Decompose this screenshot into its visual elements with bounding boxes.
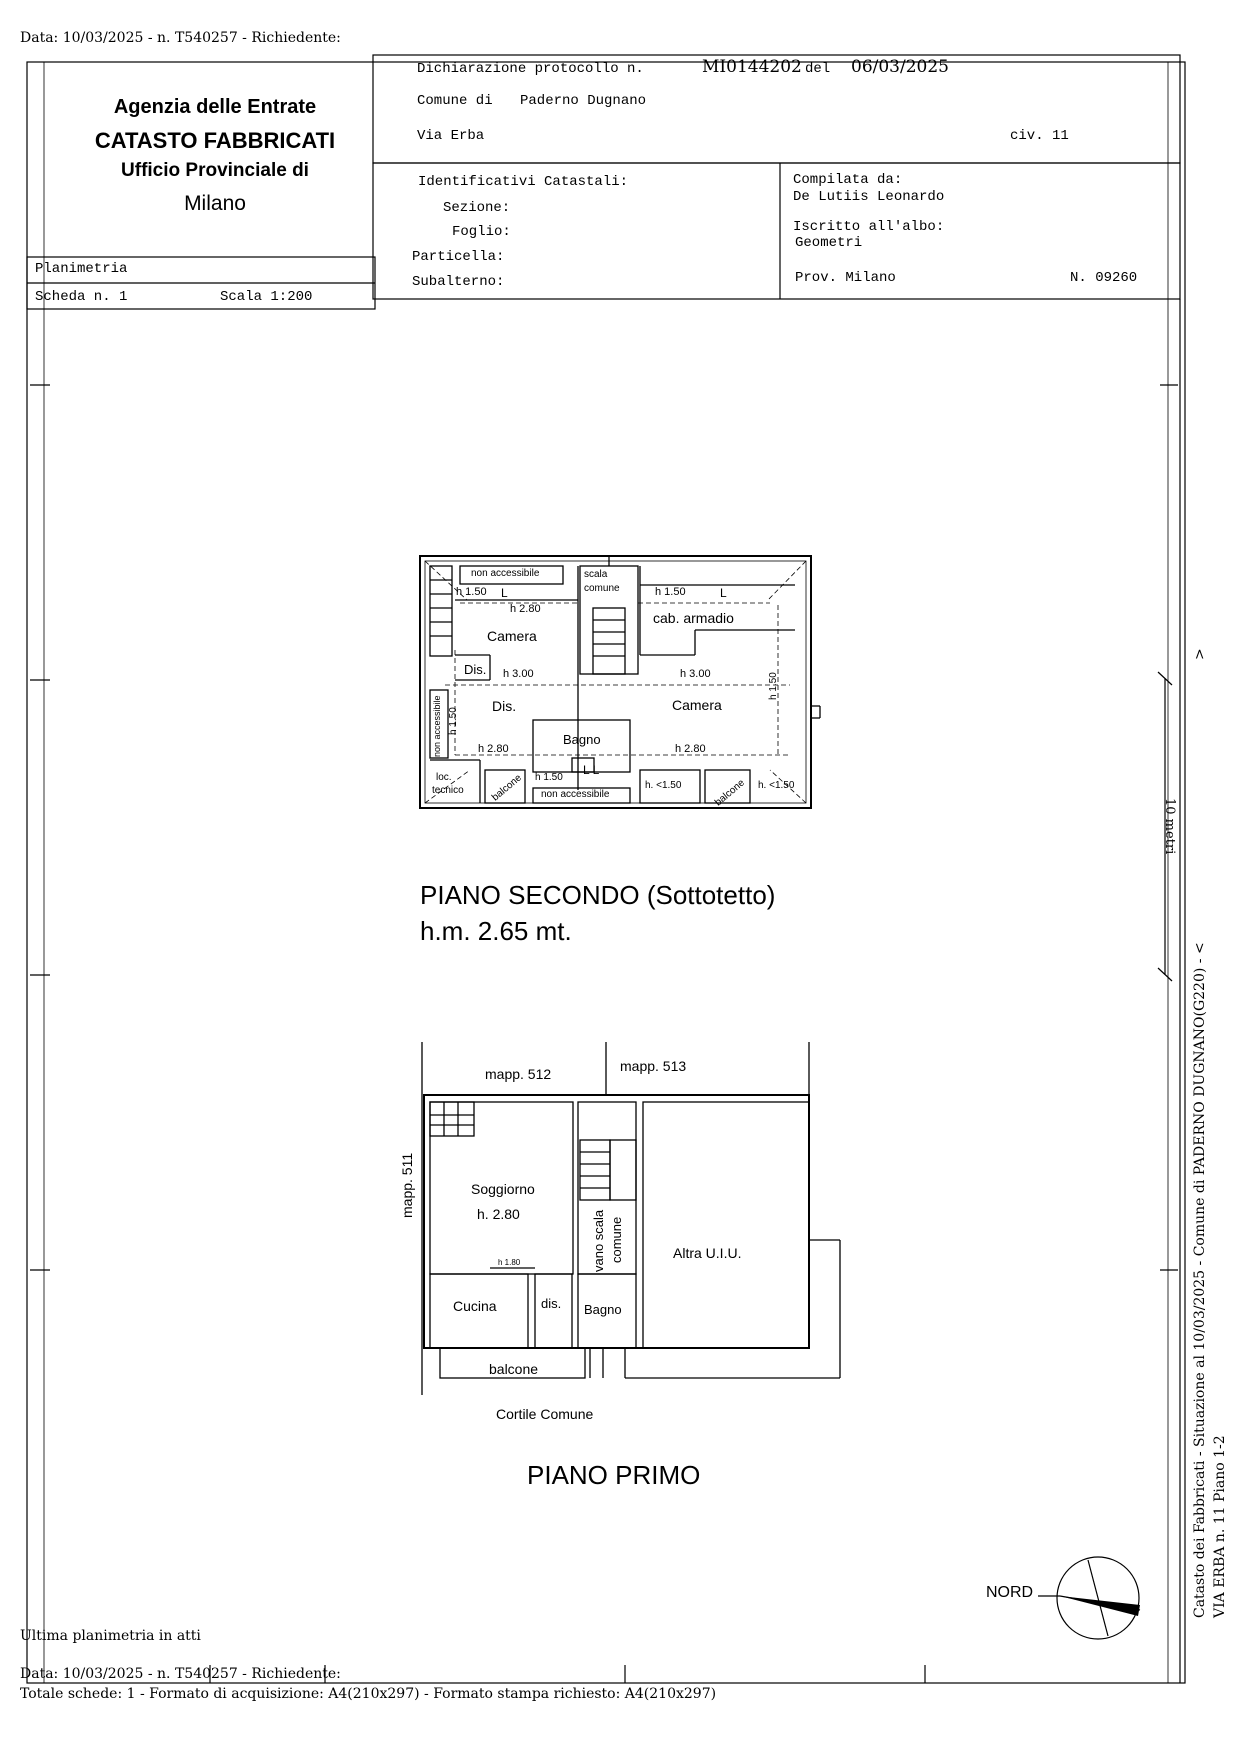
- side-caption-address: VIA ERBA n. 11 Piano 1-2: [1212, 1435, 1228, 1618]
- compilata-name: De Lutiis Leonardo: [793, 189, 945, 205]
- del-label: del: [805, 61, 831, 77]
- scala-label: Scala 1:200: [220, 289, 313, 305]
- label-h280-c: h 2.80: [675, 743, 706, 755]
- label-L-a: L: [501, 586, 508, 600]
- label-h150-e: h. <1.50: [758, 780, 795, 791]
- label-cab-armadio: cab. armadio: [653, 610, 734, 626]
- north-arrow: [1038, 1557, 1140, 1639]
- top-request-line: Data: 10/03/2025 - n. T540257 - Richiedente:: [20, 30, 341, 46]
- planimetria-label: Planimetria: [35, 261, 128, 277]
- label-mapp512: mapp. 512: [485, 1066, 552, 1082]
- scale-bar-label: 10 metri: [1162, 798, 1177, 855]
- label-h300-a: h 3.00: [503, 668, 534, 680]
- albo-number: N. 09260: [1070, 270, 1138, 286]
- piano-primo-title: PIANO PRIMO: [527, 1460, 701, 1490]
- label-balcone-1: balcone: [490, 772, 524, 804]
- label-cortile: Cortile Comune: [496, 1406, 594, 1422]
- label-h280: h. 2.80: [477, 1206, 520, 1222]
- outer-frame: [27, 62, 1185, 1683]
- label-LL: L L: [583, 763, 600, 777]
- label-altra-uiu: Altra U.I.U.: [673, 1245, 742, 1261]
- iscritto-label: Iscritto all'albo:: [793, 219, 945, 235]
- ufficio-label: Ufficio Provinciale di: [121, 160, 309, 181]
- protocollo-label: Dichiarazione protocollo n.: [417, 61, 644, 77]
- label-balcone-2: balcone: [713, 777, 747, 809]
- label-non-accessibile-bottom: non accessibile: [541, 789, 610, 800]
- piano-secondo-height: h.m. 2.65 mt.: [420, 916, 572, 946]
- comune-name: Paderno Dugnano: [520, 93, 647, 109]
- label-vano-scala: vano scala: [591, 1209, 606, 1272]
- footer-data: Data: 10/03/2025 - n. T540257 - Richiedente:: [20, 1666, 341, 1682]
- label-h150-b: h 1.50: [655, 586, 686, 598]
- label-non-accessibile-top: non accessibile: [471, 568, 540, 579]
- del-date: 06/03/2025: [851, 57, 949, 77]
- label-balcone: balcone: [489, 1361, 539, 1377]
- label-h180: h 1.80: [498, 1258, 521, 1267]
- label-mapp513: mapp. 513: [620, 1058, 687, 1074]
- label-mapp511: mapp. 511: [399, 1152, 415, 1218]
- label-h280-a: h 2.80: [510, 603, 541, 615]
- label-h150-d: h. <1.50: [645, 780, 682, 791]
- label-bagno-1: Bagno: [584, 1302, 622, 1317]
- inner-frame: [44, 62, 1168, 1683]
- foglio-label: Foglio:: [452, 224, 511, 240]
- particella-label: Particella:: [412, 249, 505, 265]
- footer-ultima: Ultima planimetria in atti: [20, 1628, 201, 1644]
- label-h280-b: h 2.80: [478, 743, 509, 755]
- label-L-b: L: [720, 586, 727, 600]
- agency-name: Agenzia delle Entrate: [113, 96, 317, 118]
- label-dis-small: Dis.: [464, 662, 487, 677]
- label-dis-2: Dis.: [492, 698, 517, 714]
- prov-label: Prov. Milano: [795, 270, 896, 286]
- piano-secondo-title: PIANO SECONDO (Sottotetto): [420, 880, 776, 910]
- label-soggiorno: Soggiorno: [471, 1181, 535, 1197]
- label-h150-c: h 1.50: [535, 772, 563, 783]
- north-arrow-needle: [1060, 1596, 1140, 1616]
- sezione-label: Sezione:: [443, 200, 511, 216]
- civ-label: civ. 11: [1010, 128, 1069, 144]
- label-comune: comune: [584, 583, 620, 594]
- label-scala: scala: [584, 569, 608, 580]
- identificativi-title: Identificativi Catastali:: [418, 174, 629, 190]
- side-caption-situazione: Catasto dei Fabbricati - Situazione al 10/03/2025 - Comune di PADERNO DUGNANO(G220) - <: [1192, 942, 1208, 1618]
- footer-totale: Totale schede: 1 - Formato di acquisizione: A4(210x297) - Formato stampa richiesto: A4(210x297): [20, 1686, 717, 1702]
- ufficio-city: Milano: [184, 192, 246, 215]
- protocollo-number: MI0144202: [702, 57, 802, 77]
- label-camera-2: Camera: [672, 697, 722, 713]
- via-label: Via Erba: [417, 128, 485, 144]
- label-h150-vert-right: h 1.50: [768, 672, 779, 700]
- albo-name: Geometri: [795, 235, 863, 251]
- label-bagno-2: Bagno: [563, 732, 601, 747]
- label-vano-comune: comune: [609, 1216, 624, 1263]
- label-h300-b: h 3.00: [680, 668, 711, 680]
- label-non-accessibile-vert: non accessibile: [432, 695, 442, 757]
- side-arrow: >: [1192, 648, 1208, 660]
- catasto-title: CATASTO FABBRICATI: [94, 128, 336, 153]
- label-cucina: Cucina: [453, 1298, 497, 1314]
- label-tecnico-2: tecnico: [432, 785, 464, 796]
- subalterno-label: Subalterno:: [412, 274, 505, 290]
- label-h150-a: h 1.50: [456, 586, 487, 598]
- scheda-label: Scheda n. 1: [35, 289, 128, 305]
- comune-label: Comune di: [417, 93, 493, 109]
- label-camera-1: Camera: [487, 628, 537, 644]
- label-h150-vert-left: h 1.50: [448, 707, 459, 735]
- nord-label: NORD: [986, 1584, 1034, 1601]
- label-loc: loc.: [436, 772, 452, 783]
- compilata-label: Compilata da:: [793, 172, 903, 188]
- label-dis: dis.: [541, 1296, 562, 1311]
